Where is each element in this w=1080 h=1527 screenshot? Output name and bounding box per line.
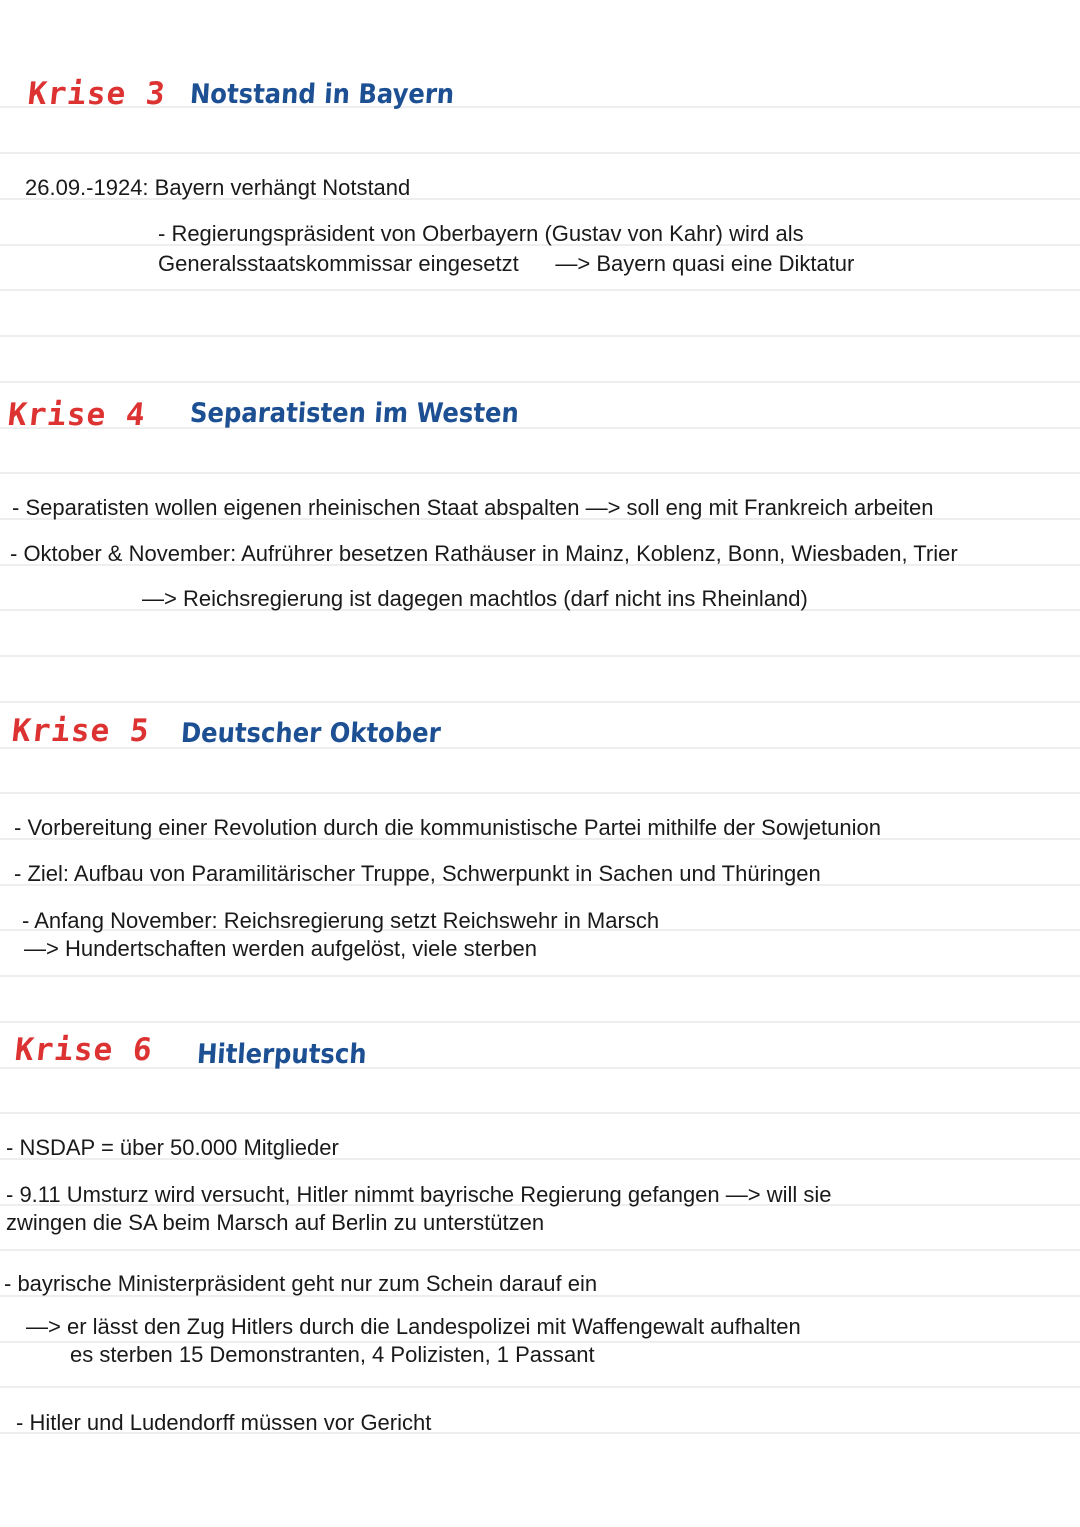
- krise-6-label: Krise 6: [13, 1032, 155, 1068]
- krise-6-line-7: - Hitler und Ludendorff müssen vor Gericht: [16, 1410, 432, 1435]
- krise-3-line-3: Generalsstaatskommissar eingesetzt —> Bayern quasi eine Diktatur: [158, 251, 855, 276]
- krise-3-line-2: - Regierungspräsident von Oberbayern (Gustav von Kahr) wird als: [158, 221, 804, 246]
- krise-5-line-1: - Vorbereitung einer Revolution durch die kommunistische Partei mithilfe der Sowjetunion: [14, 815, 882, 840]
- krise-3-title: Notstand in Bayern: [189, 79, 456, 110]
- krise-6-title: Hitlerputsch: [196, 1039, 368, 1070]
- krise-4-title: Separatisten im Westen: [189, 398, 520, 429]
- krise-6-line-5: —> er lässt den Zug Hitlers durch die Landespolizei mit Waffengewalt aufhalten: [26, 1314, 801, 1339]
- krise-5-line-2: - Ziel: Aufbau von Paramilitärischer Truppe, Schwerpunkt in Sachen und Thüringen: [14, 861, 821, 886]
- krise-6-line-6: es sterben 15 Demonstranten, 4 Polizisten, 1 Passant: [70, 1342, 595, 1367]
- krise-5-label: Krise 5: [10, 713, 152, 749]
- krise-4-label: Krise 4: [6, 397, 148, 433]
- krise-4-line-2: - Oktober & November: Aufrührer besetzen Rathäuser in Mainz, Koblenz, Bonn, Wiesbaden, Trier: [10, 541, 958, 566]
- krise-6-line-2: - 9.11 Umsturz wird versucht, Hitler nimmt bayrische Regierung gefangen —> will sie: [6, 1182, 832, 1207]
- krise-3-line-1: 26.09.-1924: Bayern verhängt Notstand: [25, 175, 411, 200]
- krise-5-line-4: —> Hundertschaften werden aufgelöst, viele sterben: [24, 936, 538, 961]
- krise-6-line-1: - NSDAP = über 50.000 Mitglieder: [6, 1135, 339, 1160]
- krise-6-line-4: - bayrische Ministerpräsident geht nur zum Schein darauf ein: [4, 1271, 598, 1296]
- krise-5-title: Deutscher Oktober: [180, 718, 442, 749]
- krise-6-line-3: zwingen die SA beim Marsch auf Berlin zu unterstützen: [6, 1210, 545, 1235]
- krise-3-label: Krise 3: [26, 76, 168, 112]
- krise-5-line-3: - Anfang November: Reichsregierung setzt Reichswehr in Marsch: [22, 908, 660, 933]
- krise-4-line-3: —> Reichsregierung ist dagegen machtlos (darf nicht ins Rheinland): [142, 586, 808, 611]
- krise-4-line-1: - Separatisten wollen eigenen rheinischen Staat abspalten —> soll eng mit Frankreich arbeiten: [12, 495, 934, 520]
